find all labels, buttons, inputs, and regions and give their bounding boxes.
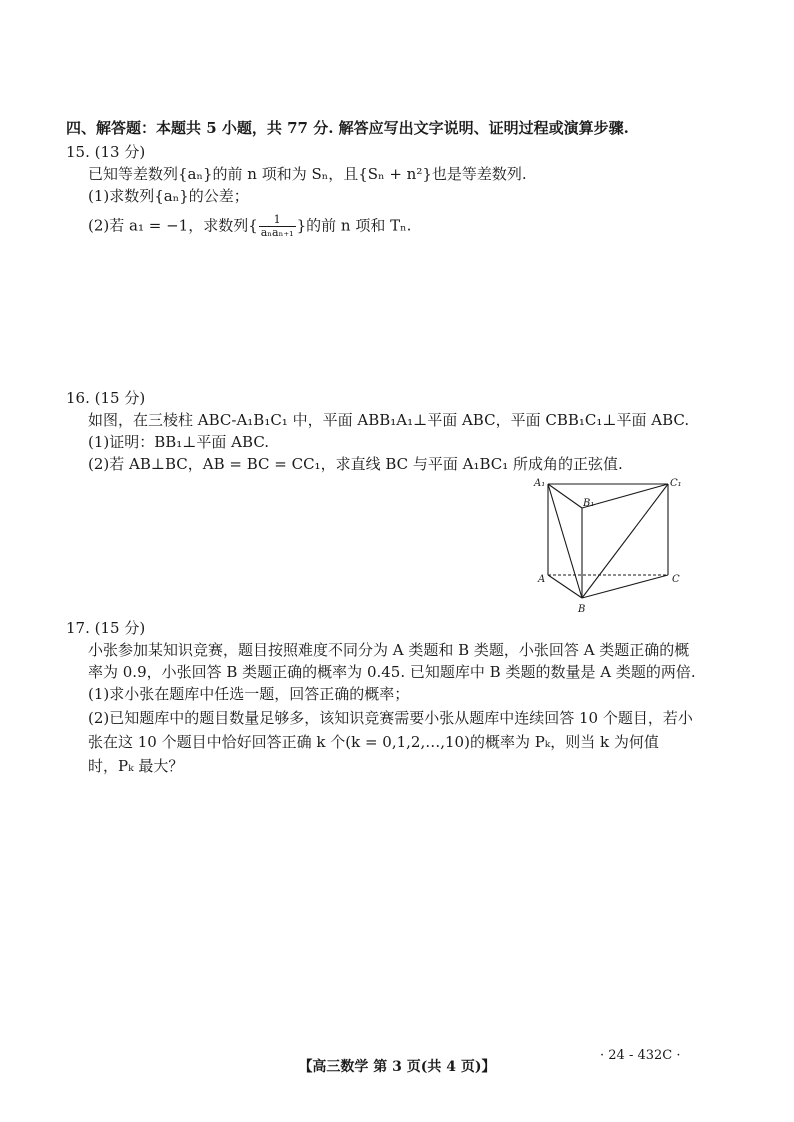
label-a1: A₁ [534,478,546,489]
fraction [259,214,296,239]
problem-17-part2-line-3: 时，Pₖ 最大？ [88,757,184,775]
edge-c1-b [582,484,668,598]
problem-17-line-1: 小张参加某知识竞赛，题目按照难度不同分为 A 类题和 B 类题，小张回答 A 类题正确的概 [88,641,690,659]
edge-b-c [582,575,668,598]
problem-15-part1: (1)求数列{aₙ}的公差； [88,187,249,205]
section-heading: 四、解答题：本题共 5 小题，共 77 分. 解答应写出文字说明、证明过程或演算步骤. [66,119,629,137]
label-a: A [538,574,546,585]
problem-15-part2-prefix: (2)若 a₁ = −1，求数列{ [88,216,258,235]
problem-17-part2-line-2: 张在这 10 个题目中恰好回答正确 k 个(k = 0,1,2,…,10)的概率为 Pₖ，则当 k 为何值 [88,733,659,751]
edge-a1-b1 [548,484,582,508]
problem-17-part1: (1)求小张在题库中任选一题，回答正确的概率； [88,685,410,703]
problem-16-part2: (2)若 AB⊥BC，AB = BC = CC₁，求直线 BC 与平面 A₁BC₁ 所成角的正弦值. [88,455,623,473]
page-footer: 【高三数学 第 3 页(共 4 页)】 [298,1059,496,1075]
label-c: C [672,574,680,585]
problem-15-part2 [88,214,411,239]
edge-a-b [548,575,582,598]
problem-16-statement: 如图，在三棱柱 ABC-A₁B₁C₁ 中，平面 ABB₁A₁⊥平面 ABC，平面 CBB₁C₁⊥平面 ABC. [88,411,690,429]
edge-a1-b [548,484,582,598]
label-b: B [578,604,586,615]
edge-b1-c1 [582,484,668,508]
problem-15-statement: 已知等差数列{aₙ}的前 n 项和为 Sₙ，且{Sₙ + n²}也是等差数列. [88,165,527,183]
problem-15-number: 15. (13 分) [66,143,146,161]
fraction-numerator: 1 [259,214,296,227]
label-c1: C₁ [670,478,682,489]
label-b1: B₁ [583,498,595,509]
problem-17-part2-line-1: (2)已知题库中的题目数量足够多，该知识竞赛需要小张从题库中连续回答 10 个题目，若小 [88,709,693,727]
fraction-denominator: aₙaₙ₊₁ [260,226,294,239]
problem-17-line-2: 率为 0.9，小张回答 B 类题正确的概率为 0.45. 已知题库中 B 类题的数量是 A 类题的两倍. [88,663,696,681]
paper-code: · 24 - 432C · [600,1048,681,1063]
problem-16-part1: (1)证明：BB₁⊥平面 ABC. [88,433,270,451]
problem-17-number: 17. (15 分) [66,619,146,637]
problem-16-number: 16. (15 分) [66,389,146,407]
problem-15-part2-suffix: }的前 n 项和 Tₙ. [296,216,412,235]
prism-figure [530,470,690,615]
